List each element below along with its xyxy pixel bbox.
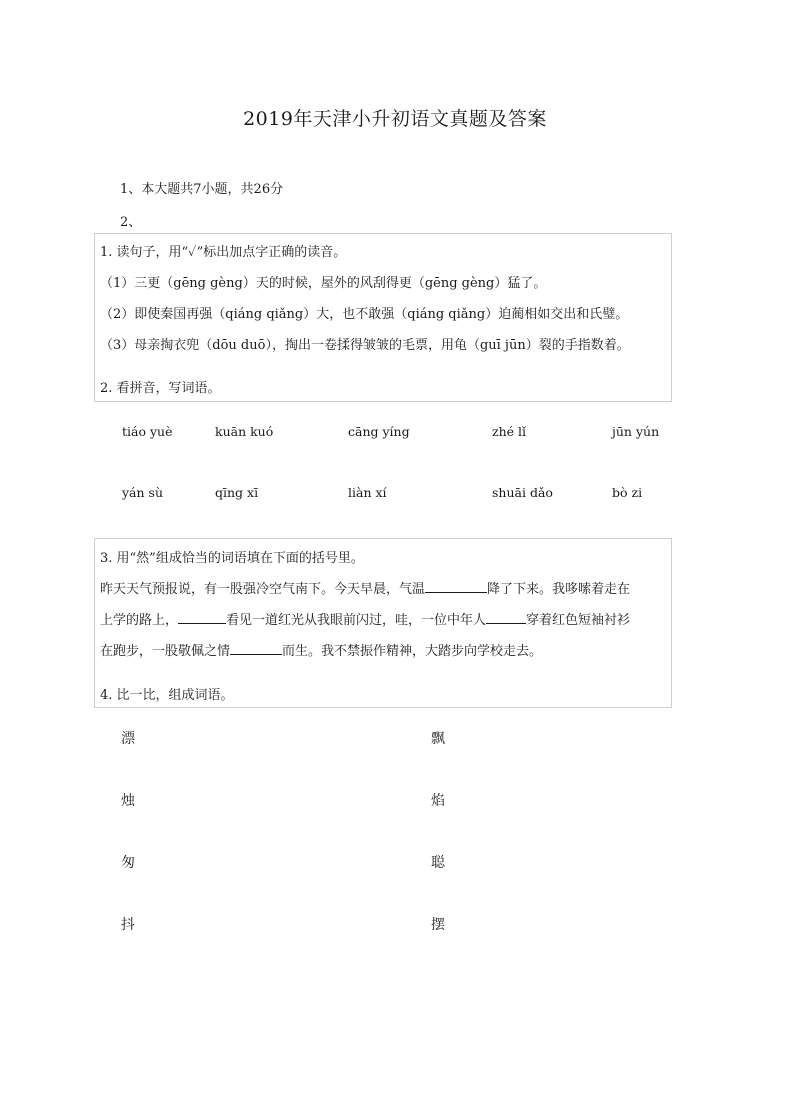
page-title: 2019年天津小升初语文真题及答案	[243, 108, 547, 130]
intro-line-2: 2、	[120, 215, 142, 230]
compare-char-left: 漂	[121, 731, 135, 747]
q3-text: 降了下来。我哆嗦着走在	[487, 582, 631, 597]
pinyin-item: tiáo yuè	[122, 424, 173, 439]
compare-char-left: 抖	[121, 917, 135, 933]
q3-text: 昨天天气预报说，有一股强冷空气南下。今天早晨，气温	[100, 582, 426, 597]
fill-blank[interactable]	[178, 611, 226, 624]
q3-text: 看见一道红光从我眼前闪过，哇，一位中年人	[226, 613, 487, 628]
q3-text: 而生。我不禁振作精神，大踏步向学校走去。	[282, 644, 543, 659]
pinyin-item: jūn yún	[612, 424, 660, 439]
compare-char-right: 聪	[431, 855, 445, 871]
fill-blank[interactable]	[425, 580, 487, 593]
q3-paragraph-line-1	[100, 578, 630, 597]
compare-char-right: 焰	[431, 793, 445, 809]
compare-char-left: 烛	[121, 793, 135, 809]
q3-title: 3. 用“然”组成恰当的词语填在下面的括号里。	[100, 551, 364, 566]
compare-char-left: 匆	[121, 855, 135, 871]
q3-text: 上学的路上，	[100, 613, 179, 628]
q1-sentence-3: （3）母亲掏衣兜（dōu duō），掏出一卷揉得皱皱的毛票，用龟（guī jūn）裂的手指数着。	[100, 338, 630, 353]
q1-sentence-2: （2）即使秦国再强（qiáng qiǎng）大，也不敢强（qiáng qiǎng）迫蔺相如交出和氏璧。	[100, 307, 629, 322]
compare-char-right: 飘	[431, 731, 445, 747]
q1-title: 1. 读句子，用“✓”标出加点字正确的读音。	[100, 245, 347, 260]
fill-blank[interactable]	[486, 611, 526, 624]
question-box-1	[94, 233, 672, 402]
q3-text: 穿着红色短袖衬衫	[526, 613, 631, 628]
compare-char-right: 摆	[431, 917, 445, 933]
q3-text: 在跑步，一股敬佩之情	[100, 644, 231, 659]
intro-line-1: 1、本大题共7小题，共26分	[120, 182, 284, 197]
pinyin-item: kuān kuó	[215, 424, 274, 439]
q1-sentence-1: （1）三更（gēng gèng）天的时候，屋外的风刮得更（gēng gèng）猛了。	[100, 276, 547, 291]
q4-title: 4. 比一比，组成词语。	[100, 688, 234, 703]
pinyin-item: cāng yíng	[348, 424, 410, 439]
pinyin-item: qīng xī	[215, 485, 259, 500]
pinyin-item: liàn xí	[348, 485, 387, 500]
q3-paragraph-line-3	[100, 640, 542, 659]
pinyin-item: yán sù	[122, 485, 164, 500]
pinyin-item: bò zi	[612, 485, 643, 500]
pinyin-item: zhé lǐ	[492, 424, 527, 439]
q3-paragraph-line-2	[100, 609, 630, 628]
fill-blank[interactable]	[230, 642, 282, 655]
question-box-2	[94, 538, 672, 708]
q2-title: 2. 看拼音，写词语。	[100, 381, 221, 396]
pinyin-item: shuāi dǎo	[492, 485, 553, 500]
